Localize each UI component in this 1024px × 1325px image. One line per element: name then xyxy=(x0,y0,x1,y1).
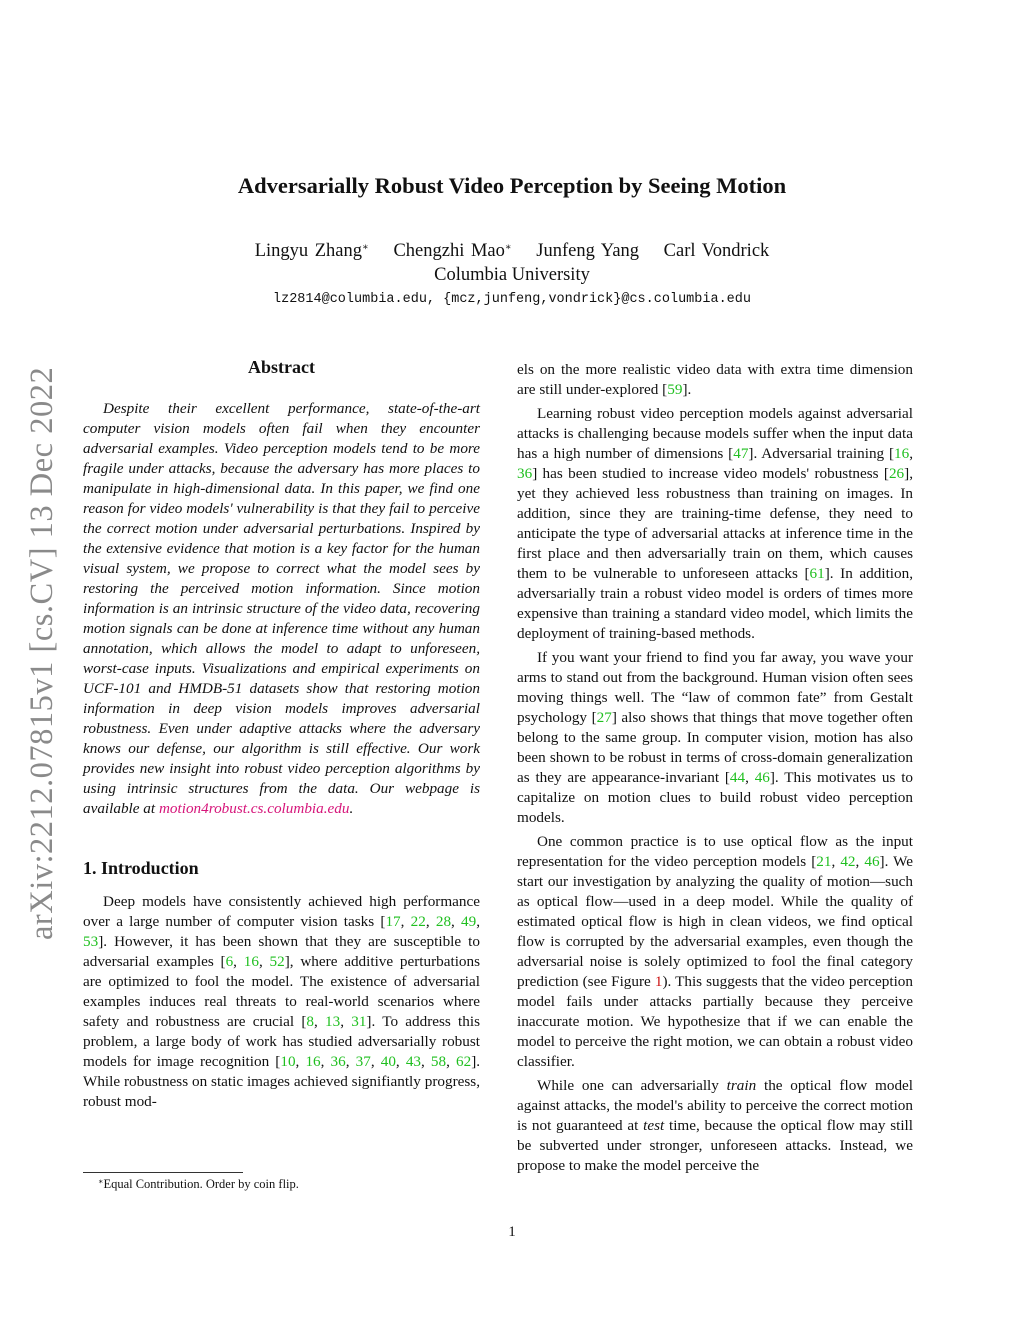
intro-paragraph-5 xyxy=(517,1076,913,1176)
citation-link[interactable]: 42 xyxy=(840,853,856,870)
citation-link[interactable]: 62 xyxy=(456,1053,472,1070)
citation-link[interactable]: 10 xyxy=(280,1053,296,1070)
text-run: ). This suggests that the video perception model fails under attacks partially because they perceive inaccurate motion. We hypothesize that if we can enable the model to perceive the right motion, we can obtain a robust video classifier. xyxy=(517,973,913,1070)
author-name: Chengzhi Mao xyxy=(393,241,505,261)
intro-paragraph-4 xyxy=(517,832,913,1072)
citation-link[interactable]: 22 xyxy=(410,913,426,930)
citation-link[interactable]: 49 xyxy=(461,913,477,930)
citation-link[interactable]: 36 xyxy=(517,465,533,482)
citation-link[interactable]: 46 xyxy=(864,853,880,870)
text-run: One common practice is to use optical flow as the input representation for the video perception models [ xyxy=(517,833,913,870)
emphasis-text: train xyxy=(726,1077,757,1094)
page-number: 1 xyxy=(508,1224,516,1240)
citation-link[interactable]: 8 xyxy=(306,1013,314,1030)
intro-paragraph-2 xyxy=(517,404,913,644)
citation-link[interactable]: 6 xyxy=(225,953,234,970)
citation-link[interactable]: 16 xyxy=(894,445,910,462)
right-column xyxy=(517,360,913,1176)
abstract-text: Despite their excellent performance, state-of-the-art computer vision models often fail when they encounter adversarial examples. Video perception models tend to be more fragile under attacks, because the adversary has more places to manipulate in high-dimensional data. In this paper, we find one reason for video models' vulnerability is that they fail to perceive the correct motion under adversarial perturbations. Inspired by the extensive evidence that motion is a key factor for the human visual system, we propose to correct what the model sees by restoring the perceived motion information. Since motion information is an intrinsic structure of the video data, recovering motion signals can be done at inference time without any human annotation, which allows the model to adapt to unforeseen, worst-case inputs. Visualizations and empirical experiments on UCF-101 and HMDB-51 datasets show that restoring motion information in deep vision models improves adversarial robustness. Even under adaptive attacks where the adversary knows our defense, our algorithm is still effective. Our work provides new insight into robust video perception algorithms by using intrinsic structures from the data. Our webpage is available at xyxy=(83,400,480,817)
intro-paragraph-3 xyxy=(517,648,913,828)
author-name: Carl Vondrick xyxy=(663,241,770,261)
equal-contribution-mark: ∗ xyxy=(362,242,369,253)
text-run: , xyxy=(400,913,411,930)
figure-ref-link[interactable]: 1 xyxy=(654,973,663,990)
equal-contribution-mark: ∗ xyxy=(504,242,512,253)
abstract-heading: Abstract xyxy=(248,357,315,377)
citation-link[interactable]: 59 xyxy=(667,381,683,398)
citation-link[interactable]: 36 xyxy=(330,1053,346,1070)
text-run: , xyxy=(395,1053,406,1070)
text-run: els on the more realistic video data with extra time dimension are still under-explored [ xyxy=(517,361,913,398)
text-run: , xyxy=(233,953,244,970)
text-run: ], where additive perturbations are optimized to fool the model. The existence of adversarial examples induces real threats to real-world scenarios where safety and robustness are crucial [ xyxy=(83,953,481,1030)
paper-title: Adversarially Robust Video Perception by Seeing Motion xyxy=(237,173,787,198)
introduction-heading: 1. Introduction xyxy=(83,858,199,878)
text-run: time, because the optical flow may still be subverted under stronger, unforeseen attacks. Instead, we propose to make the model perceive the xyxy=(517,1117,913,1174)
text-run: , xyxy=(370,1053,381,1070)
arxiv-identifier-stamp: arXiv:2212.07815v1 [cs.CV] 13 Dec 2022 xyxy=(24,366,60,940)
author-emails: lz2814@columbia.edu, {mcz,junfeng,vondrick}@cs.columbia.edu xyxy=(273,292,751,307)
text-run: , xyxy=(295,1053,306,1070)
citation-link[interactable]: 47 xyxy=(733,445,749,462)
project-webpage-link[interactable]: motion4robust.cs.columbia.edu xyxy=(158,800,350,817)
author-4 xyxy=(664,241,770,261)
citation-link[interactable]: 17 xyxy=(385,913,401,930)
footnote-text: Equal Contribution. Order by coin flip. xyxy=(103,1177,299,1191)
citation-link[interactable]: 58 xyxy=(430,1053,447,1070)
text-run: ], yet they achieved less robustness than training on images. In addition, since they are training-time defense, they need to anticipate the type of adversarial attacks at inference time in the first place and then adversarially train on them, which causes them to be vulnerable to unforeseen attacks [ xyxy=(517,465,913,582)
text-run: Learning robust video perception models against adversarial attacks is challenging because models suffer when the input data has a high number of dimensions [ xyxy=(517,405,913,462)
text-run: , xyxy=(320,1053,331,1070)
text-run: , xyxy=(446,1053,456,1070)
citation-link[interactable]: 44 xyxy=(729,769,746,786)
text-run: , xyxy=(831,853,841,870)
text-run: , xyxy=(909,445,914,462)
citation-link[interactable]: 27 xyxy=(596,709,612,726)
citation-link[interactable]: 28 xyxy=(435,913,452,930)
author-list xyxy=(0,241,1024,262)
text-run: , xyxy=(421,1053,431,1070)
left-column xyxy=(83,357,480,1112)
text-run: ]. Adversarial training [ xyxy=(748,445,895,462)
citation-link[interactable]: 40 xyxy=(380,1053,396,1070)
citation-link[interactable]: 26 xyxy=(888,465,905,482)
footnote-divider xyxy=(83,1172,243,1173)
text-run: ]. To address this problem, a large body of work has studied adversarially robust models for image recognition [ xyxy=(83,1013,480,1070)
citation-link[interactable]: 21 xyxy=(816,853,832,870)
affiliation: Columbia University xyxy=(434,265,590,285)
footnote-mark: ∗ xyxy=(98,1177,104,1186)
intro-paragraph-1 xyxy=(83,892,480,1112)
citation-link[interactable]: 16 xyxy=(305,1053,321,1070)
text-run: ]. This motivates us to capitalize on motion clues to build robust video perception models. xyxy=(517,769,914,826)
citation-link[interactable]: 46 xyxy=(754,769,770,786)
text-run: , xyxy=(425,913,436,930)
abstract-end: . xyxy=(349,800,354,817)
citation-link[interactable]: 16 xyxy=(243,953,259,970)
text-run: , xyxy=(476,913,481,930)
text-run: , xyxy=(313,1013,326,1030)
citation-link[interactable]: 52 xyxy=(269,953,285,970)
author-name: Junfeng Yang xyxy=(536,241,640,261)
text-run: ]. While robustness on static images achieved signifiantly progress, robust mod- xyxy=(83,1053,481,1110)
citation-link[interactable]: 53 xyxy=(83,933,99,950)
text-run: , xyxy=(340,1013,352,1030)
abstract-body xyxy=(83,399,480,819)
text-run: the optical flow model against attacks, the model's ability to perceive the correct motion is not guaranteed at xyxy=(517,1077,913,1134)
footnote xyxy=(98,1177,299,1192)
text-run: While one can adversarially xyxy=(537,1077,727,1094)
text-run: ]. xyxy=(682,381,692,398)
text-run: , xyxy=(258,953,270,970)
text-run: ]. In addition, adversarially train a robust video model is orders of times more expensive than training a standard video model, which limits the deployment of training-based methods. xyxy=(517,565,913,642)
text-run: ]. However, it has been shown that they are susceptible to adversarial examples [ xyxy=(83,933,480,970)
author-3 xyxy=(536,241,639,261)
citation-link[interactable]: 13 xyxy=(325,1013,341,1030)
citation-link[interactable]: 37 xyxy=(355,1053,371,1070)
text-run: ] has been studied to increase video models' robustness [ xyxy=(532,465,889,482)
emphasis-text: test xyxy=(643,1117,665,1134)
citation-link[interactable]: 43 xyxy=(405,1053,421,1070)
text-run: , xyxy=(451,913,462,930)
text-run: ]. We start our investigation by analyzing the quality of motion—such as optical flow—used in a deep model. While the quality of estimated optical flow is high in clean videos, we find optical flow is corrupted by the adversarial examples, even though the adversarial noise is solely optimized to fool the final category prediction (see Figure xyxy=(517,853,914,990)
text-run: , xyxy=(745,769,755,786)
author-1 xyxy=(255,241,369,261)
text-run: , xyxy=(855,853,865,870)
citation-link[interactable]: 31 xyxy=(351,1013,367,1030)
intro-paragraph-1-continued xyxy=(517,360,913,400)
text-run: If you want your friend to find you far away, you wave your arms to stand out from the background. Human vision often sees moving things well. The “law of common fate” from Gestalt psychology [ xyxy=(517,649,913,726)
text-run: , xyxy=(345,1053,356,1070)
text-run: ] also shows that things that move together often belong to the same group. In computer vision, motion has also been shown to be robust in terms of cross-domain generalization as they are appearance-invariant [ xyxy=(517,709,913,786)
author-2 xyxy=(393,241,511,261)
citation-link[interactable]: 61 xyxy=(809,565,825,582)
author-name: Lingyu Zhang xyxy=(254,241,363,261)
text-run: Deep models have consistently achieved high performance over a large number of computer vision tasks [ xyxy=(83,893,480,930)
